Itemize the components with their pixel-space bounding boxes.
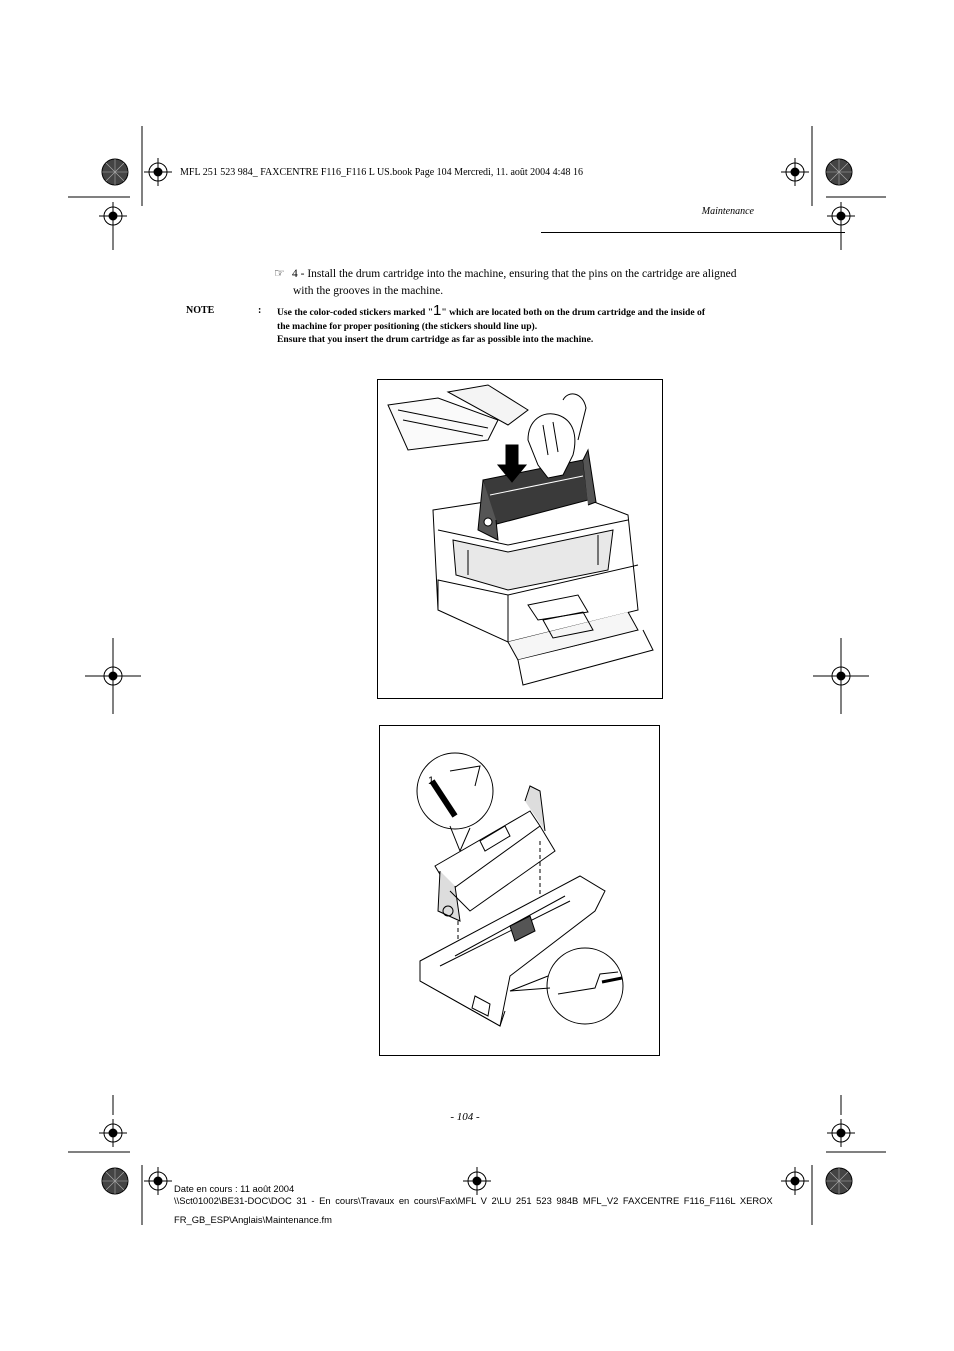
footer-date: Date en cours : 11 août 2004 bbox=[174, 1183, 295, 1194]
step-instruction bbox=[274, 265, 789, 300]
note-part-1: Use the color-coded stickers marked " bbox=[277, 307, 434, 318]
step-line-2: with the grooves in the machine. bbox=[293, 285, 444, 297]
note-line-1 bbox=[277, 304, 797, 320]
header-rule bbox=[541, 232, 845, 233]
machine-drawing bbox=[378, 380, 662, 698]
note-sticker-marker: 1 bbox=[433, 302, 442, 319]
drum-sticker-alignment-illustration bbox=[379, 725, 660, 1056]
note-line-3: Ensure that you insert the drum cartridge as far as possible into the machine. bbox=[277, 334, 594, 345]
footer-path: \\Sct01002\BE31-DOC\DOC 31 - En cours\Travaux en cours\Fax\MFL V 2\LU 251 523 984B MFL_V2 FAXCENTRE F116_F116L XEROX bbox=[174, 1195, 773, 1206]
install-drum-illustration bbox=[377, 379, 663, 699]
note-text bbox=[277, 304, 797, 347]
section-title: Maintenance bbox=[701, 206, 754, 217]
step-line-1: 4 - Install the drum cartridge into the machine, ensuring that the pins on the cartridge are aligned bbox=[292, 268, 737, 280]
page-number: - 104 - bbox=[450, 1111, 480, 1123]
book-header-line: MFL 251 523 984_ FAXCENTRE F116_F116 L US.book Page 104 Mercredi, 11. août 2004 4:48 16 bbox=[180, 167, 583, 178]
note-line-2: the machine for proper positioning (the stickers should line up). bbox=[277, 320, 538, 332]
note-label: NOTE bbox=[186, 305, 215, 316]
alignment-drawing bbox=[380, 726, 659, 1055]
hand-pointer-icon: ☞ bbox=[274, 266, 285, 280]
footer-file: FR_GB_ESP\Anglais\Maintenance.fm bbox=[174, 1214, 332, 1225]
note-colon: : bbox=[258, 305, 262, 316]
note-part-2: " which are located both on the drum cartridge and the inside of bbox=[441, 307, 706, 318]
sticker-label: 1 bbox=[428, 775, 435, 787]
